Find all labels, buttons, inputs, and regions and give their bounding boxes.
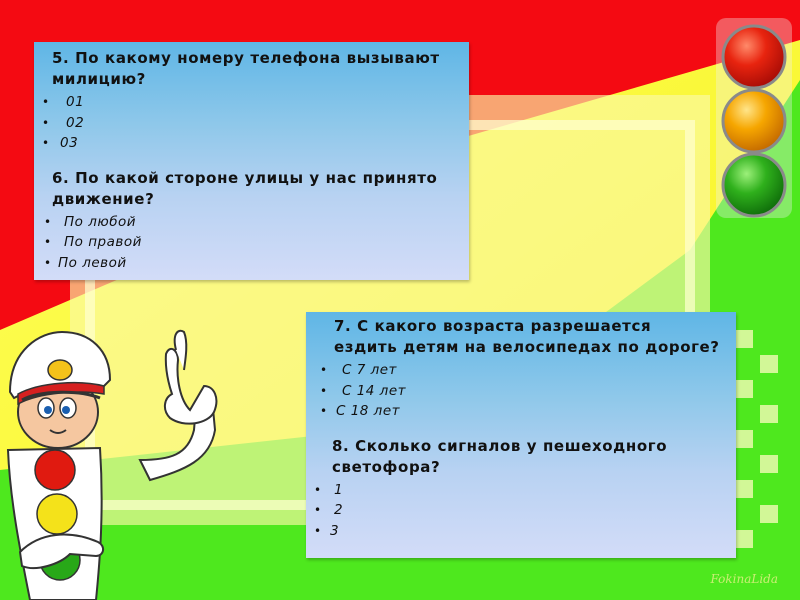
option-7-2[interactable]: • С 14 лет [320, 381, 720, 402]
question-6-text: 6. По какой стороне улицы у нас принято движение? [52, 168, 438, 208]
question-8-text: 8. Сколько сигналов у пешеходного светофора? [332, 436, 668, 476]
traffic-light-mascot [0, 320, 240, 600]
option-6-1[interactable]: • По любой [44, 212, 453, 233]
question-panel-bottom [306, 312, 736, 558]
option-7-1[interactable]: • С 7 лет [320, 360, 720, 381]
author-watermark: FokinaLida [710, 572, 778, 586]
option-5-1[interactable]: • 01 [42, 92, 453, 113]
question-panel-top [34, 42, 469, 280]
option-6-3[interactable]: • По левой [44, 253, 453, 274]
question-7-options [320, 360, 720, 422]
option-5-3[interactable]: • 03 [42, 133, 453, 154]
option-7-3[interactable]: • С 18 лет [320, 401, 720, 422]
question-5-options [42, 92, 453, 154]
amber-light-icon [723, 90, 785, 152]
green-light-icon [723, 154, 785, 216]
option-8-2[interactable]: • 2 [314, 500, 720, 521]
question-8-options [314, 480, 720, 542]
option-8-3[interactable]: • 3 [314, 521, 720, 542]
option-6-2[interactable]: • По правой [44, 232, 453, 253]
question-5-text: 5. По какому номеру телефона вызывают милицию? [52, 49, 440, 88]
option-8-1[interactable]: • 1 [314, 480, 720, 501]
question-6-options [44, 212, 453, 274]
red-light-icon [723, 26, 785, 88]
question-7-text: 7. С какого возраста разрешается ездить детям на велосипедах по дороге? [334, 317, 720, 356]
option-5-2[interactable]: • 02 [42, 113, 453, 134]
